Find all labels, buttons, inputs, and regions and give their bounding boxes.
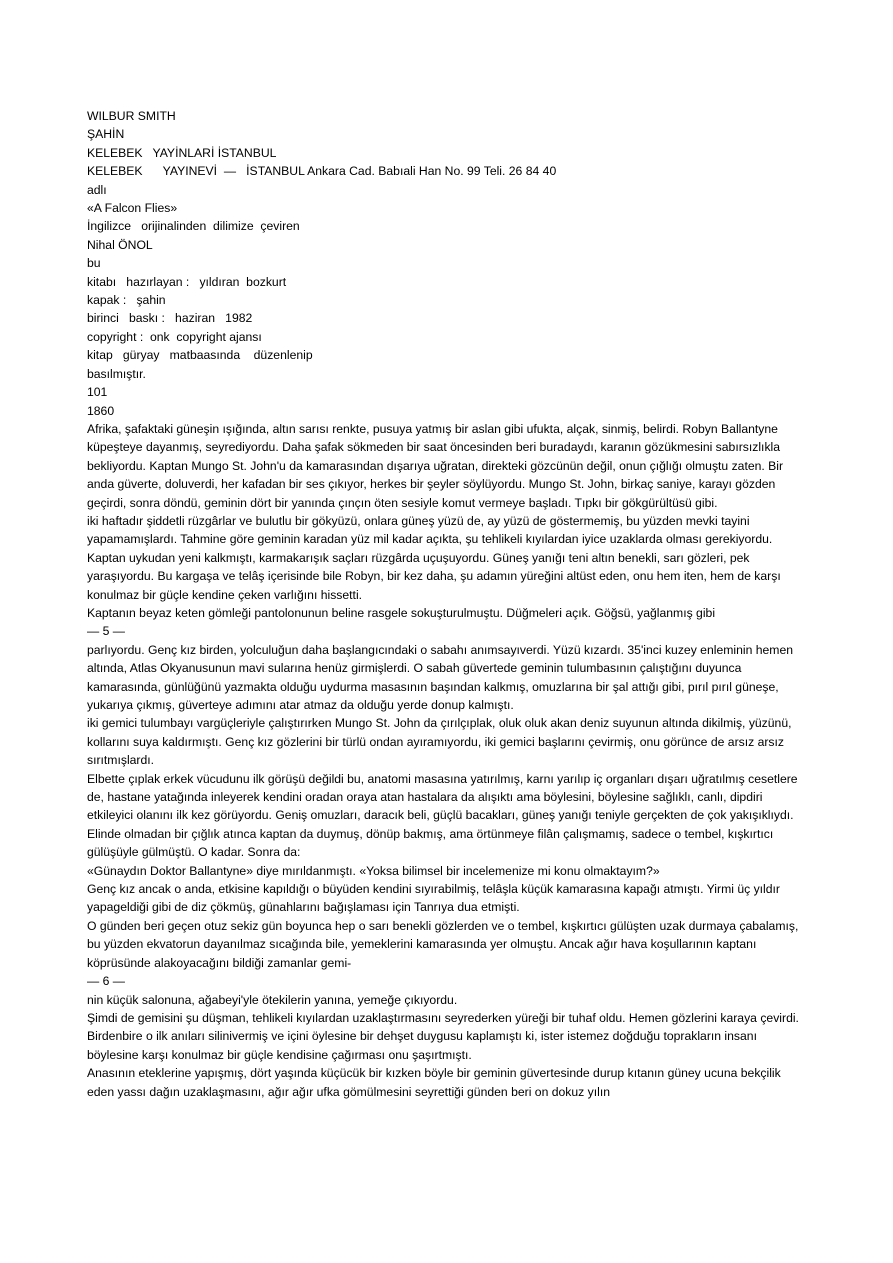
page-number: — 6 — [87,974,125,989]
paragraph: «Günaydın Doktor Ballantyne» diye mırıldanmıştı. «Yoksa bilimsel bir incelemenize mi konu olmaktayım?» [87,863,660,878]
paragraph: Elbette çıplak erkek vücudunu ilk görüşü değildi bu, anatomi masasına yatırılmış, karnı yarılıp iç organları dışarı uğratılmış cesetlere de, hastane yatağında inleyerek kendini oradan oraya atan hastalara da alışıktı ama böylesini, böylesine sağlıklı, canlı, dipdiri etkileyici olanını ilk kez görüyordu. Geniş omuzları, daracık beli, güçlü bacakları, güneş yanığı teniyle gerçekten de çok yakışıklıydı. Elinde olmadan bir çığlık atınca kaptan da duymuş, dönüp bakmış, ama örtünmeye filân çalışmamış, sadece o tembel, kışkırtıcı gülüşüyle gülmüştü. O kadar. Sonra da: [87,771,798,860]
info-line: basılmıştır. [87,366,146,381]
paragraph: Şimdi de gemisini şu düşman, tehlikeli kıyılardan uzaklaştırmasını seyrederken yüreği bir tuhaf oldu. Hemen gözlerini karaya çevirdi. Birdenbire o ilk anıları silinivermiş ve içini öylesine bir dehşet duygusu kaplamıştı ki, ister istemez doğduğu toprakların insanı böylesine karşı konulmaz bir güçle kendisine çağırması onu şaşırtmıştı. [87,1010,799,1062]
edition-line: birinci baskı : haziran 1982 [87,311,253,326]
publisher-name: KELEBEK YAYİNLARİ İSTANBUL [87,145,277,160]
paragraph: Anasının eteklerine yapışmış, dört yaşında küçücük bir kızken böyle bir geminin güvertesinde durup kıtanın güney ucuna bekçilik eden yassı dağın uzaklaşmasını, ağır ağır ufka gömülmesini seyrettiği günden beri on dokuz yılın [87,1066,781,1099]
cover-line: kapak : şahin [87,293,166,308]
paragraph: Genç kız ancak o anda, etkisine kapıldığı o büyüden kendini sıyırabilmiş, telâşla küçük kamarasına kapağı atmıştı. Yirmi üç yıldır yapageldiği gibi de diz çökmüş, günahlarını bağışlaması için Tanrıya dua etmişti. [87,882,780,915]
author-name: WILBUR SMITH [87,109,176,123]
body-text [87,420,807,1101]
editor-line: kitabı hazırlayan : yıldıran bozkurt [87,274,287,289]
publisher-address: KELEBEK YAYINEVİ — İSTANBUL Ankara Cad. Babıali Han No. 99 Teli. 26 84 40 [87,164,557,179]
number-line: 101 [87,385,108,400]
translator-name: Nihal ÖNOL [87,237,153,252]
paragraph: parlıyordu. Genç kız birden, yolculuğun daha başlangıcındaki o sabahı anımsayıverdi. Yüzü kızardı. 35'inci kuzey enleminin hemen altında, Atlas Okyanusunun mavi sularına henüz girmişlerdi. O sabah güvertede geminin tulumbasının çalıştığını duyunca kamarasında, günlüğünü yazmakta olduğu uydurma masasının başından kalkmış, omuzlarına bir şal attığı gibi, pırıl pırıl güneşe, yukarıya çıkmış, güverteye adımını atar atmaz da olduğu yerde donup kalmıştı. [87,642,793,712]
paragraph: nin küçük salonuna, ağabeyi'yle ötekilerin yanına, yemeğe çıkıyordu. [87,992,458,1007]
book-title: ŞAHİN [87,127,125,142]
paragraph: iki haftadır şiddetli rüzgârlar ve bulutlu bir gökyüzü, onlara güneş yüzü de, ay yüzü de göstermemiş, bu yüzden mevki tayini yapamamışlardı. Tahmine göre geminin karadan yüz mil kadar açıkta, şu tehlikeli kıyılardan iyice uzaklarda olması gerekiyordu. [87,513,773,547]
info-line: adlı [87,182,107,197]
paragraph: O günden beri geçen otuz sekiz gün boyunca hep o sarı benekli gözlerden ve o tembel, kışkırtıcı gülüşten uzak durmaya çabalamış, bu yüzden ekvatorun dayanılmaz sıcağında bile, yemeklerini kamarasında yer olmuştu. Ancak ağır hava koşullarının kaptanı köprüsünde alakoyacağını bildiği zamanlar gemi- [87,918,799,970]
original-title: «A Falcon Flies» [87,201,178,216]
book-info-block [87,107,807,420]
info-line: İngilizce orijinalinden dilimize çeviren [87,219,300,234]
info-line: bu [87,256,101,271]
paragraph: Afrika, şafaktaki güneşin ışığında, altın sarısı renkte, pusuya yatmış bir aslan gibi ufukta, alçak, sinmiş, belirdi. Robyn Ballantyne küpeşteye dayanmış, seyrediyordu. Daha şafak sökmeden bir saat öncesinden beri buradaydı, karanın gözükmesini sabırsızlıkla bekliyordu. Kaptan Mungo St. John'u da kamarasından dışarıya uğratan, direkteki gözcünün değil, onun çığlığı olmuştu zaten. Bir anda güverte, doluverdi, her kafadan bir ses çıkıyor, herkes bir şeyler söylüyordu. Mungo St. John, birkaç saniye, karayı gözden geçirdi, sonra döndü, geminin dört bir yanında çınçın öten sesiyle komut vermeye başladı. Tıpkı bir gökgürültüsü gibi. [87,421,784,510]
document-page [87,107,807,1101]
paragraph: iki gemici tulumbayı vargüçleriyle çalıştırırken Mungo St. John da çırılçıplak, oluk oluk akan deniz suyunun altında dikilmiş, yüzünü, kollarını suya kaldırmıştı. Genç kız gözlerini bir türlü ondan ayıramıyordu, iki gemici başlarını çevirmiş, onu görünce de arsız arsız sırıtmışlardı. [87,716,792,768]
page-number: — 5 — [87,624,125,639]
paragraph: Kaptanın beyaz keten gömleği pantolonunun beline rasgele sokuşturulmuştu. Düğmeleri açık. Göğsü, yağlanmış gibi [87,605,716,620]
printer-line: kitap güryay matbaasında düzenlenip [87,348,313,363]
year-line: 1860 [87,403,115,418]
paragraph: Kaptan uykudan yeni kalkmıştı, karmakarışık saçları rüzgârda uçuşuyordu. Güneş yanığı teni altın benekli, sarı gözleri, pek yaraşıyordu. Bu kargaşa ve telâş içerisinde bile Robyn, bir kez daha, şu adamın yüreğini altüst eden, onu hem iten, hem de karşı konulmaz bir güçle kendine çeken varlığını hissetti. [87,550,781,602]
copyright-line: copyright : onk copyright ajansı [87,329,262,344]
